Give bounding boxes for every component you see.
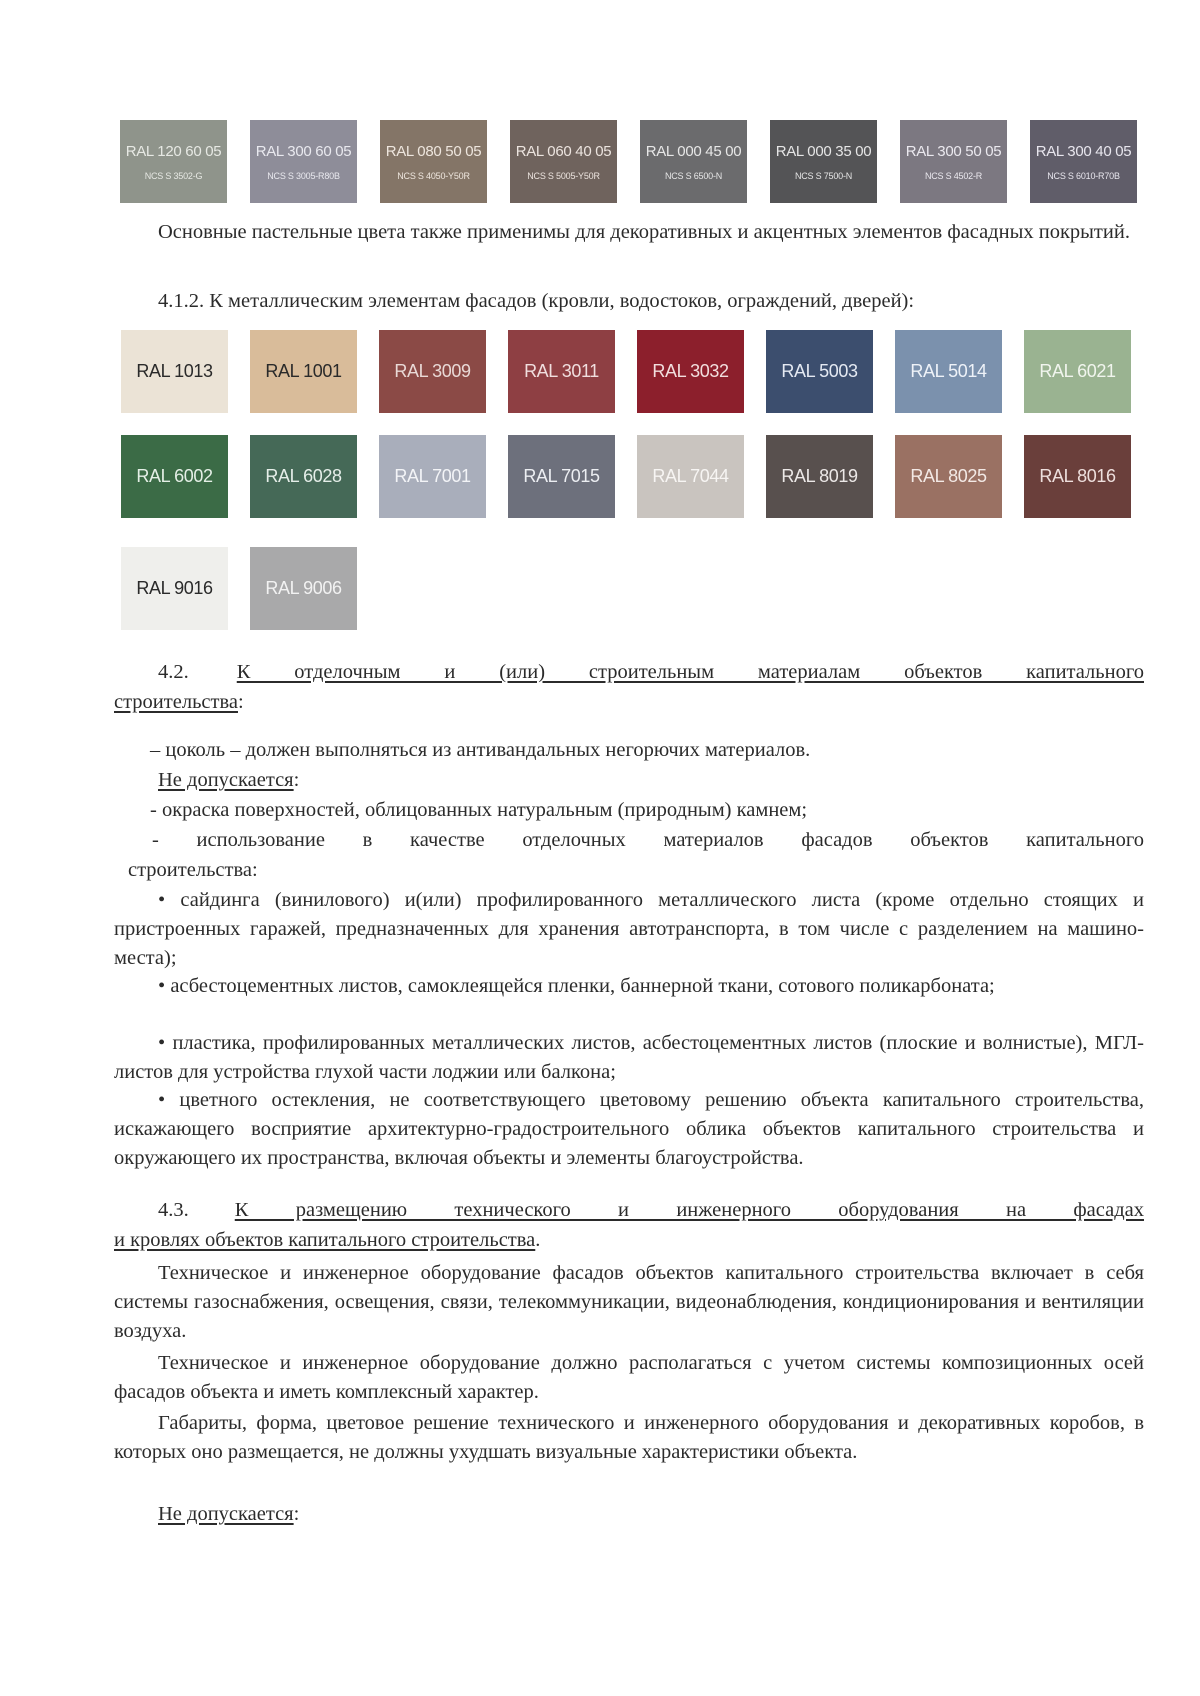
period: . (535, 1229, 541, 1251)
color-swatch (250, 547, 357, 630)
swatch-ral-code: RAL 300 40 05 (1035, 143, 1132, 160)
color-swatch (895, 435, 1002, 518)
color-swatch (121, 435, 228, 518)
swatch-ral-code: RAL 060 40 05 (515, 143, 612, 160)
swatch-ral-code: RAL 080 50 05 (385, 143, 482, 160)
color-swatch (121, 330, 228, 413)
bullet-item-4 (114, 1086, 1144, 1173)
color-swatch (770, 120, 877, 203)
not-allowed-line-2 (114, 1500, 1144, 1529)
color-swatch (120, 120, 227, 203)
swatch-ral-code: RAL 5003 (781, 361, 858, 381)
color-swatch (900, 120, 1007, 203)
section-4-2-heading-line2 (114, 688, 1144, 717)
swatch-ral-code: RAL 9016 (136, 578, 213, 598)
color-swatch (640, 120, 747, 203)
color-swatch (508, 435, 615, 518)
colon: : (293, 769, 300, 791)
swatch-ral-code: RAL 7044 (652, 466, 729, 486)
section-4-3-heading-line2 (114, 1226, 1144, 1255)
color-swatch (766, 435, 873, 518)
not-allowed-line (114, 766, 1144, 795)
swatch-ral-code: RAL 000 45 00 (645, 143, 742, 160)
color-swatch (380, 120, 487, 203)
color-swatch (510, 120, 617, 203)
paragraph-equipment-dimensions: Габариты, форма, цветовое решение технического и инженерного оборудования и декоративных коробов, в которых оно размещается, не должны ухудшать визуальные характеристики объекта. (114, 1412, 1144, 1463)
bullet-item-2 (114, 972, 1144, 1001)
bullet-text: пластика, профилированных металлических листов, асбестоцементных листов (плоские и волнистые), МГЛ-листов для устройства глухой части лоджии или балкона; (114, 1032, 1145, 1083)
color-swatch (1024, 330, 1131, 413)
color-swatch (379, 435, 486, 518)
section-4-3-heading-line1 (114, 1196, 1144, 1225)
color-swatch (250, 435, 357, 518)
color-swatch (1024, 435, 1131, 518)
swatch-ral-code: RAL 8019 (781, 466, 858, 486)
section-4-3-title-cont: и кровлях объектов капитального строительства (114, 1229, 536, 1251)
swatch-ral-code: RAL 7015 (523, 466, 600, 486)
swatch-ral-code: RAL 9006 (265, 578, 342, 598)
swatch-ncs-code: NCS S 7500-N (794, 171, 853, 181)
paragraph-equipment-systems: Техническое и инженерное оборудование фасадов объектов капитального строительства включает в себя системы газоснабжения, освещения, связи, телекоммуникации, видеонаблюдения, кондиционирования и вентиляции воздуха. (114, 1262, 1144, 1342)
swatch-ral-code: RAL 000 35 00 (775, 143, 872, 160)
swatch-ncs-code: NCS S 4502-R (924, 171, 983, 181)
section-4-2-number: 4.2. (158, 661, 189, 683)
section-4-2-title-cont: строительства (114, 691, 238, 713)
color-swatch (250, 330, 357, 413)
swatch-ral-code: RAL 8016 (1039, 466, 1116, 486)
color-swatch (508, 330, 615, 413)
bullet-text: асбестоцементных листов, самоклеящейся пленки, баннерной ткани, сотового поликарбоната; (170, 975, 995, 997)
color-swatch (121, 547, 228, 630)
item-use: - использование в качестве отделочных материалов фасадов объектов капитального (152, 829, 1144, 851)
swatch-ral-code: RAL 3032 (652, 361, 729, 381)
color-swatch (379, 330, 486, 413)
not-allowed-label: Не допускается (158, 769, 294, 791)
bullet-icon: • (158, 975, 166, 997)
metal-swatch-row-1 (121, 330, 1131, 413)
color-swatch (895, 330, 1002, 413)
colon: : (237, 691, 244, 713)
bullet-item-1 (114, 886, 1144, 973)
swatch-ral-code: RAL 6028 (265, 466, 342, 486)
swatch-ncs-code: NCS S 6010-R70B (1047, 171, 1120, 181)
swatch-ral-code: RAL 1013 (136, 361, 213, 381)
swatch-ral-code: RAL 3009 (394, 361, 471, 381)
color-swatch (766, 330, 873, 413)
metal-swatch-row-3 (121, 547, 357, 630)
swatch-ncs-code: NCS S 3502-G (144, 171, 203, 181)
swatch-ral-code: RAL 8025 (910, 466, 987, 486)
swatch-ncs-code: NCS S 6500-N (664, 171, 723, 181)
swatch-ncs-code: NCS S 4050-Y50R (397, 171, 470, 181)
swatch-ral-code: RAL 6002 (136, 466, 213, 486)
paragraph-equipment-placement: Техническое и инженерное оборудование должно располагаться с учетом системы композиционных осей фасадов объекта и иметь комплексный характер. (114, 1352, 1144, 1403)
swatch-ral-code: RAL 300 50 05 (905, 143, 1002, 160)
color-swatch (250, 120, 357, 203)
bullet-text: цветного остекления, не соответствующего цветовому решению объекта капитального строительства, искажающего восприятие архитектурно-градостроительного облика объектов капитального строительства и окружающего их пространства, включая объекты и элементы благоустройства. (114, 1089, 1144, 1169)
bullet-text: сайдинга (винилового) и(или) профилированного металлического листа (кроме отдельно стоящих и пристроенных гаражей, предназначенных для хранения автотранспорта, в том числе с разделением на машино-места); (114, 889, 1144, 969)
swatch-ral-code: RAL 5014 (910, 361, 987, 381)
swatch-ral-code: RAL 1001 (265, 361, 342, 381)
bullet-item-3 (114, 1029, 1144, 1087)
bullet-icon: • (158, 1089, 166, 1111)
swatch-ral-code: RAL 3011 (524, 361, 599, 381)
bullet-icon: • (158, 889, 166, 911)
section-4-2-title: К отделочным и (или) строительным материалам объектов капитального (236, 661, 1144, 683)
pastel-paragraph: Основные пастельные цвета также применимы для декоративных и акцентных элементов фасадных покрытий. (158, 221, 1130, 243)
not-allowed-label-2: Не допускается (158, 1503, 294, 1525)
item-paint: - окраска поверхностей, облицованных натуральным (природным) камнем; (150, 799, 808, 821)
swatch-ral-code: RAL 7001 (394, 466, 471, 486)
swatch-ncs-code: NCS S 5005-Y50R (527, 171, 600, 181)
item-use-cont: строительства: (128, 859, 258, 881)
swatch-ral-code: RAL 6021 (1039, 361, 1116, 381)
cokol-item: – цоколь – должен выполняться из антивандальных негорючих материалов. (150, 739, 811, 761)
pastel-swatch-row (120, 120, 1137, 203)
section-4-2-heading-line1 (114, 658, 1144, 687)
section-4-1-2-heading: 4.1.2. К металлическим элементам фасадов (кровли, водостоков, ограждений, дверей): (158, 290, 915, 312)
swatch-ral-code: RAL 120 60 05 (125, 143, 222, 160)
metal-swatch-row-2 (121, 435, 1131, 518)
color-swatch (1030, 120, 1137, 203)
color-swatch (637, 435, 744, 518)
section-4-3-title: К размещению технического и инженерного оборудования на фасадах (234, 1199, 1144, 1221)
bullet-icon: • (158, 1032, 166, 1054)
color-swatch (637, 330, 744, 413)
section-4-3-number: 4.3. (158, 1199, 189, 1221)
swatch-ral-code: RAL 300 60 05 (255, 143, 352, 160)
swatch-ncs-code: NCS S 3005-R80B (267, 171, 340, 181)
colon: : (293, 1503, 300, 1525)
